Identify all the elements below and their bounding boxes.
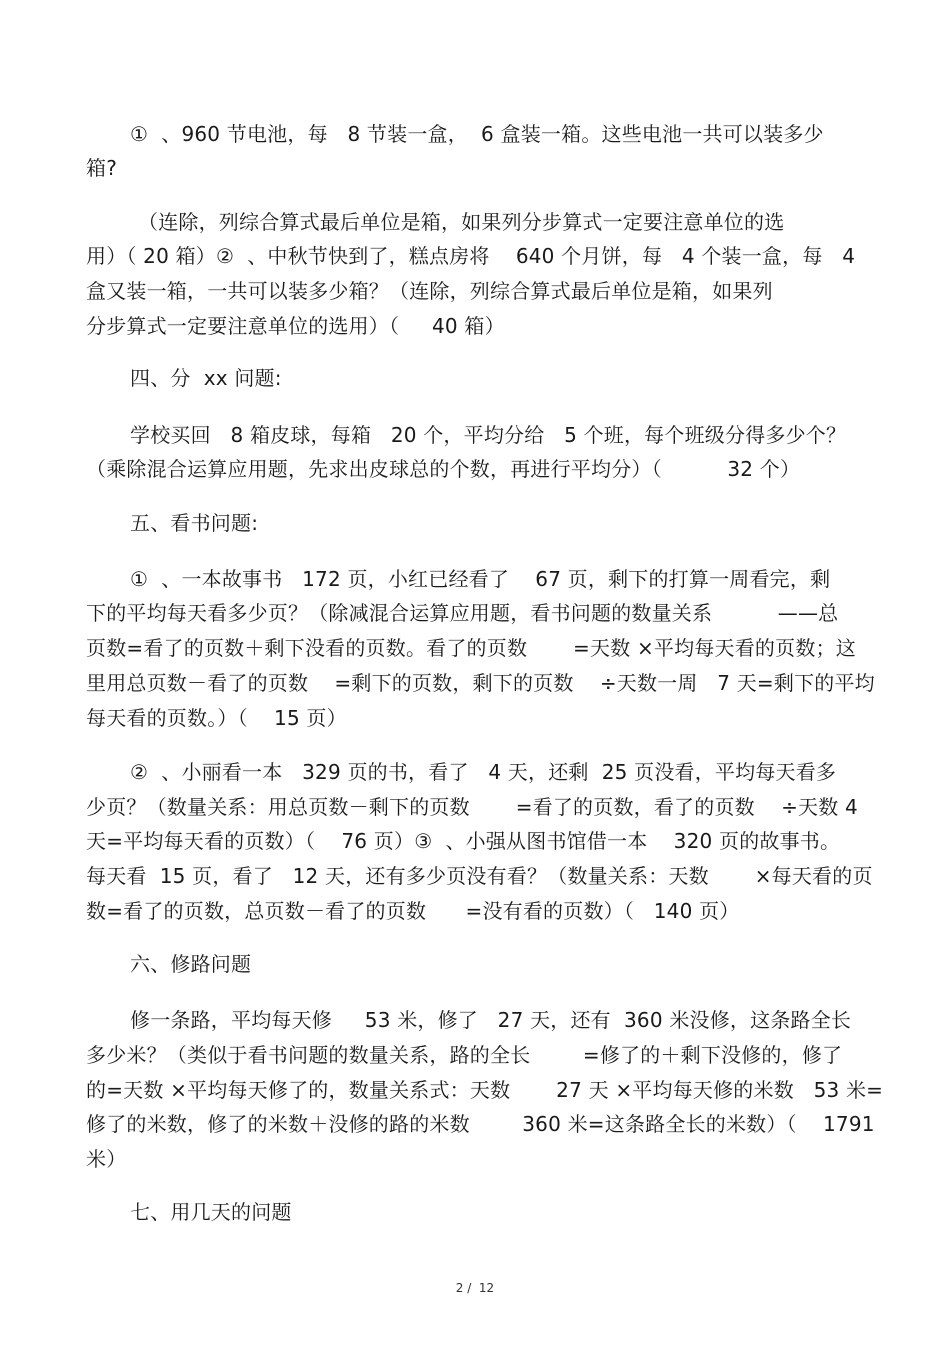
text-line: ① 、960 节电池，每 8 节装一盒， 6 盒装一箱。这些电池一共可以装多少	[130, 122, 824, 146]
page-indicator: 2 / 12	[455, 1281, 495, 1295]
section-heading: 四、分 xx 问题:	[130, 366, 282, 390]
text-line: 修一条路，平均每天修 53 米，修了 27 天，还有 360 米没修，这条路全长	[130, 1008, 852, 1032]
text-line: 每天看 15 页，看了 12 天，还有多少页没有看？（数量关系：天数 ×每天看的页	[86, 864, 873, 888]
section-heading: 五、看书问题:	[130, 511, 259, 535]
text-line: 下的平均每天看多少页？（除减混合运算应用题，看书问题的数量关系 ——总	[86, 601, 839, 625]
text-line: ① 、一本故事书 172 页，小红已经看了 67 页，剩下的打算一周看完，剩	[130, 567, 831, 591]
text-line: 用）（ 20 箱）② 、中秋节快到了，糕点房将 640 个月饼，每 4 个装一盒，每 4	[86, 244, 856, 268]
text-line: 修了的米数，修了的米数＋没修的路的米数 360 米=这条路全长的米数）（ 1791	[86, 1112, 875, 1136]
text-line: 每天看的页数。）（ 15 页）	[86, 706, 347, 730]
text-line: （乘除混合运算应用题，先求出皮球总的个数，再进行平均分）（ 32 个）	[86, 457, 801, 481]
text-line: 数=看了的页数，总页数－看了的页数 =没有看的页数）（ 140 页）	[86, 899, 740, 923]
text-line: 箱?	[86, 156, 118, 180]
text-line: 米）	[86, 1147, 127, 1171]
text-line: 少页？（数量关系：用总页数－剩下的页数 =看了的页数，看了的页数 ÷天数 4	[86, 795, 858, 819]
text-line: 里用总页数－看了的页数 =剩下的页数，剩下的页数 ÷天数一周 7 天=剩下的平均	[86, 671, 875, 695]
text-line: 多少米？（类似于看书问题的数量关系，路的全长 =修了的＋剩下没修的，修了	[86, 1043, 843, 1067]
section-heading: 六、修路问题	[130, 952, 252, 976]
text-line: （连除，列综合算式最后单位是箱，如果列分步算式一定要注意单位的选	[138, 210, 785, 234]
text-line: 分步算式一定要注意单位的选用）（ 40 箱）	[86, 314, 505, 338]
text-line: 页数=看了的页数＋剩下没看的页数。看了的页数 =天数 ×平均每天看的页数；这	[86, 636, 856, 660]
text-line: 学校买回 8 箱皮球，每箱 20 个，平均分给 5 个班，每个班级分得多少个？	[130, 423, 847, 447]
text-line: 天=平均每天看的页数）（ 76 页）③ 、小强从图书馆借一本 320 页的故事书。	[86, 829, 841, 853]
text-line: 盒又装一箱，一共可以装多少箱？（连除，列综合算式最后单位是箱，如果列	[86, 279, 773, 303]
section-heading: 七、用几天的问题	[130, 1200, 292, 1224]
text-line: 的=天数 ×平均每天修了的，数量关系式：天数 27 天 ×平均每天修的米数 53 米=	[86, 1078, 884, 1102]
text-line: ② 、小丽看一本 329 页的书，看了 4 天，还剩 25 页没看，平均每天看多	[130, 760, 837, 784]
